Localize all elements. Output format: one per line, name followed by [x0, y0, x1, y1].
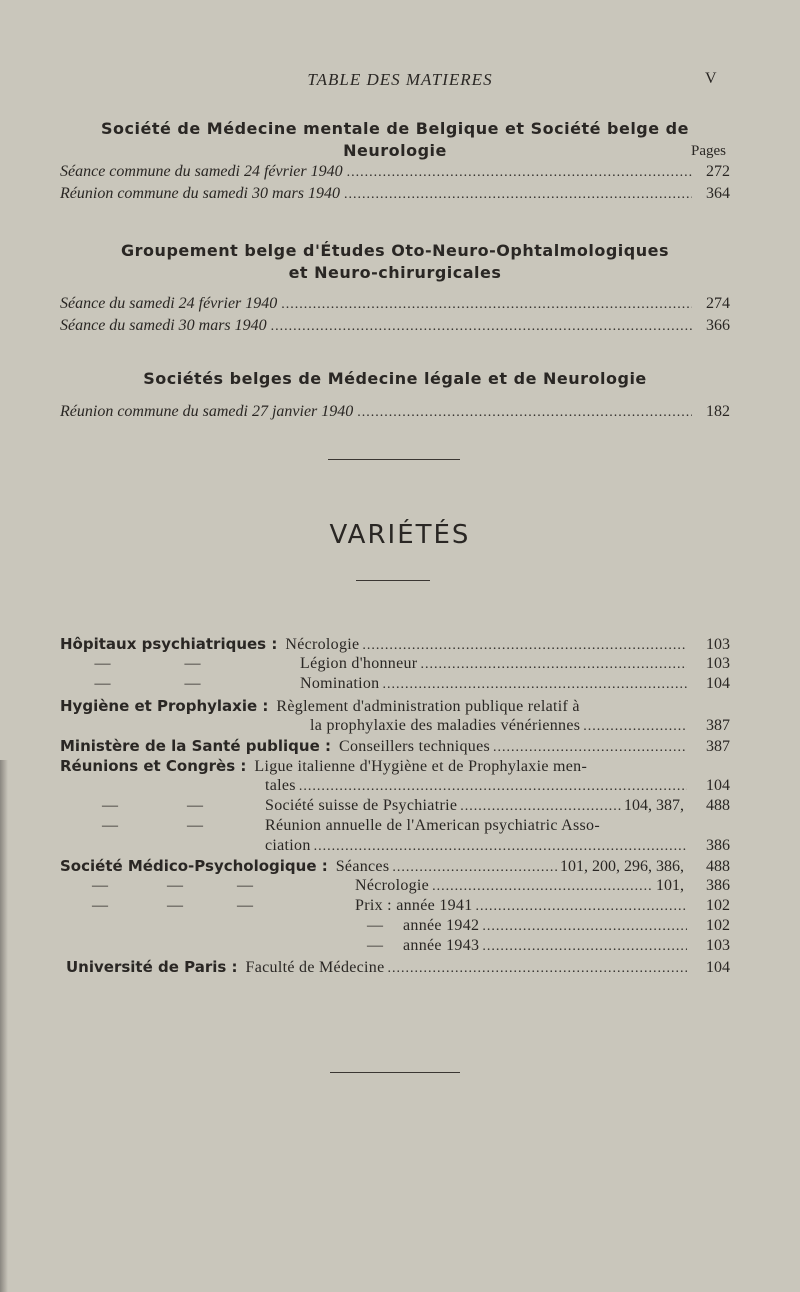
category-label: Hygiène et Prophylaxie :: [60, 697, 269, 715]
varietes-line[interactable]: [60, 635, 730, 655]
varietes-line[interactable]: [60, 655, 730, 675]
entry-text: tales: [265, 777, 296, 794]
varietes-line[interactable]: [60, 857, 730, 877]
entry-text: Nécrologie: [285, 636, 360, 653]
ditto-dash: —: [367, 917, 383, 934]
toc-entry[interactable]: [60, 295, 730, 317]
ditto-dash: —: [102, 797, 118, 814]
section-title-2-line-2: et Neuro-chirurgicales: [288, 263, 502, 282]
entry-page: 488: [706, 858, 730, 875]
section-divider: [356, 580, 430, 581]
ditto-dash: —: [92, 897, 108, 914]
toc-entry[interactable]: [60, 317, 730, 339]
varietes-line[interactable]: [60, 817, 730, 837]
leader-dots: [460, 799, 621, 815]
entry-text: Légion d'honneur: [300, 655, 418, 672]
toc-entry-title: Réunion commune du samedi 30 mars 1940: [60, 185, 340, 202]
toc-entry[interactable]: [60, 403, 730, 425]
leader-dots: [482, 939, 687, 955]
toc-entry-title: Séance du samedi 30 mars 1940: [60, 317, 267, 334]
ditto-dash: —: [102, 817, 118, 834]
category-label: Société Médico-Psychologique :: [60, 857, 328, 875]
varietes-line[interactable]: [60, 717, 730, 737]
varietes-line[interactable]: [60, 697, 730, 717]
ditto-dash: —: [237, 877, 253, 894]
varietes-line[interactable]: [60, 917, 730, 937]
entry-text: Faculté de Médecine: [245, 959, 385, 976]
entry-pages-inline: 101,: [656, 877, 684, 894]
leader-dots: [314, 839, 687, 855]
varietes-line[interactable]: [60, 958, 730, 978]
entry-page: 103: [706, 636, 730, 653]
section-divider: [328, 459, 460, 460]
ditto-dash: —: [237, 897, 253, 914]
entry-page: 386: [706, 837, 730, 854]
entry-text: année 1942: [403, 917, 480, 934]
section-title-1: Société de Médecine mentale de Belgique et Société belge de Neurologie: [101, 119, 689, 160]
leader-dots: [344, 187, 692, 203]
leader-dots: [362, 638, 687, 654]
leader-dots: [347, 165, 692, 181]
toc-entry-page: 364: [706, 185, 730, 202]
category-label: Ministère de la Santé publique :: [60, 737, 331, 755]
toc-entry-title: Séance commune du samedi 24 février 1940: [60, 163, 343, 180]
category-label: Réunions et Congrès :: [60, 757, 247, 775]
varietes-line[interactable]: [60, 675, 730, 695]
ditto-dash: —: [367, 937, 383, 954]
entry-pages-inline: 104, 387,: [624, 797, 684, 814]
leader-dots: [299, 779, 687, 795]
leader-dots: [382, 677, 687, 693]
varietes-line[interactable]: [60, 837, 730, 857]
ditto-dash: —: [184, 675, 201, 692]
leader-dots: [357, 405, 692, 421]
entry-page: 104: [706, 959, 730, 976]
entry-page: 102: [706, 897, 730, 914]
entry-page: 386: [706, 877, 730, 894]
ditto-dash: —: [184, 655, 201, 672]
entry-text: la prophylaxie des maladies vénériennes: [310, 717, 581, 734]
varietes-line[interactable]: [60, 937, 730, 957]
running-header-title: TABLE DES MATIERES: [307, 70, 493, 89]
entry-text: Prix : année 1941: [355, 897, 473, 914]
leader-dots: [432, 879, 653, 895]
leader-dots: [493, 740, 687, 756]
toc-entry-title: Réunion commune du samedi 27 janvier 1940: [60, 403, 354, 420]
category-label: Université de Paris :: [66, 958, 238, 976]
varietes-line[interactable]: [60, 877, 730, 897]
section-title-2-line-1: Groupement belge d'Études Oto-Neuro-Ophtalmologiques: [121, 241, 669, 260]
entry-page: 488: [706, 797, 730, 814]
section-divider: [330, 1072, 460, 1073]
toc-entry-page: 366: [706, 317, 730, 334]
entry-page: 103: [706, 937, 730, 954]
page-number: V: [705, 70, 717, 87]
section-title-3: Sociétés belges de Médecine légale et de Neurologie: [143, 369, 647, 388]
page-edge-shadow: [0, 760, 8, 1292]
varietes-title: VARIÉTÉS: [329, 520, 471, 550]
toc-entry[interactable]: [60, 163, 730, 185]
entry-page: 103: [706, 655, 730, 672]
entry-text: Ligue italienne d'Hygiène et de Prophylaxie men-: [254, 758, 588, 775]
entry-text: Conseillers techniques: [339, 738, 491, 755]
varietes-line[interactable]: [60, 897, 730, 917]
pages-column-label: Pages: [691, 143, 726, 159]
leader-dots: [583, 719, 687, 735]
varietes-line[interactable]: [60, 737, 730, 757]
ditto-dash: —: [187, 817, 203, 834]
ditto-dash: —: [92, 877, 108, 894]
leader-dots: [420, 657, 687, 673]
leader-dots: [281, 297, 692, 313]
varietes-line[interactable]: [60, 757, 730, 777]
varietes-line[interactable]: [60, 797, 730, 817]
entry-page: 104: [706, 777, 730, 794]
ditto-dash: —: [187, 797, 203, 814]
category-label: Hôpitaux psychiatriques :: [60, 635, 278, 653]
entry-page: 102: [706, 917, 730, 934]
leader-dots: [388, 961, 687, 977]
entry-page: 387: [706, 717, 730, 734]
entry-text: Nécrologie: [355, 877, 430, 894]
leader-dots: [392, 860, 557, 876]
leader-dots: [271, 319, 692, 335]
toc-entry-title: Séance du samedi 24 février 1940: [60, 295, 278, 312]
entry-text: Règlement d'administration publique relatif à: [276, 698, 580, 715]
entry-text: année 1943: [403, 937, 480, 954]
ditto-dash: —: [94, 655, 111, 672]
entry-text: Société suisse de Psychiatrie: [265, 797, 458, 814]
entry-page: 104: [706, 675, 730, 692]
leader-dots: [482, 919, 687, 935]
leader-dots: [476, 899, 687, 915]
entry-pages-inline: 101, 200, 296, 386,: [560, 858, 684, 875]
toc-entry[interactable]: [60, 185, 730, 207]
varietes-line[interactable]: [60, 777, 730, 797]
toc-entry-page: 274: [706, 295, 730, 312]
toc-entry-page: 182: [706, 403, 730, 420]
ditto-dash: —: [167, 877, 183, 894]
entry-text: Nomination: [300, 675, 380, 692]
entry-page: 387: [706, 738, 730, 755]
ditto-dash: —: [94, 675, 111, 692]
toc-entry-page: 272: [706, 163, 730, 180]
entry-text: Réunion annuelle de l'American psychiatric Asso-: [265, 817, 600, 834]
entry-text: ciation: [265, 837, 311, 854]
ditto-dash: —: [167, 897, 183, 914]
entry-text: Séances: [335, 858, 390, 875]
